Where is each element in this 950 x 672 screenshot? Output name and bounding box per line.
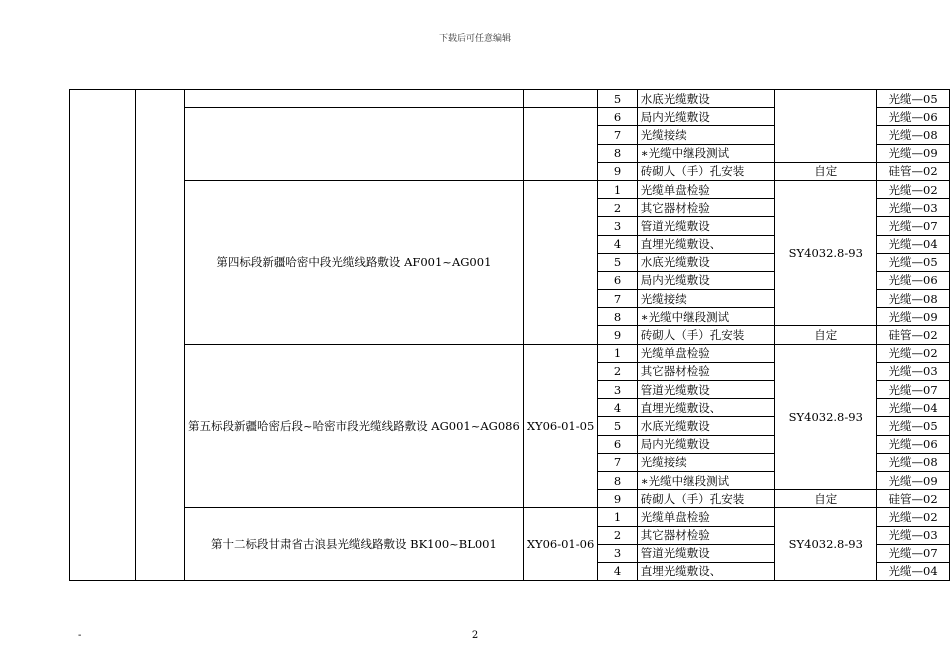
standard-main: SY4032.8-93	[775, 180, 877, 326]
row-ref: 光缆—09	[877, 471, 950, 489]
standard-main: SY4032.8-93	[775, 344, 877, 490]
blank-col-1	[70, 90, 136, 581]
standard-cell	[775, 90, 877, 163]
row-no: 2	[598, 199, 638, 217]
table-row	[70, 508, 950, 526]
row-no: 2	[598, 362, 638, 380]
code-cell-4	[523, 180, 597, 344]
section-name-5: 第五标段新疆哈密后段~哈密市段光缆线路敷设 AG001~AG086	[185, 344, 524, 508]
row-ref: 光缆—04	[877, 235, 950, 253]
row-ref: 光缆—05	[877, 90, 950, 108]
row-item: 局内光缆敷设	[637, 435, 775, 453]
row-no: 3	[598, 217, 638, 235]
row-no: 8	[598, 308, 638, 326]
row-item: 光缆接续	[637, 290, 775, 308]
row-no: 7	[598, 290, 638, 308]
row-ref: 光缆—06	[877, 271, 950, 289]
row-no: 5	[598, 417, 638, 435]
row-ref: 光缆—05	[877, 253, 950, 271]
section-name-12: 第十二标段甘肃省古浪县光缆线路敷设 BK100~BL001	[185, 508, 524, 581]
row-item: 光缆单盘检验	[637, 180, 775, 198]
row-ref: 光缆—08	[877, 126, 950, 144]
row-ref: 光缆—09	[877, 144, 950, 162]
row-item: 直埋光缆敷设、	[637, 399, 775, 417]
row-no: 8	[598, 144, 638, 162]
row-no: 7	[598, 453, 638, 471]
row-no: 4	[598, 235, 638, 253]
row-item: 局内光缆敷设	[637, 271, 775, 289]
row-no: 4	[598, 399, 638, 417]
row-no: 7	[598, 126, 638, 144]
row-item: 其它器材检验	[637, 362, 775, 380]
row-ref: 光缆—02	[877, 344, 950, 362]
row-ref: 硅管—02	[877, 326, 950, 344]
row-no: 9	[598, 162, 638, 180]
row-no: 5	[598, 253, 638, 271]
row-ref: 光缆—03	[877, 362, 950, 380]
standard-main: SY4032.8-93	[775, 508, 877, 581]
page-header: 下载后可任意编辑	[438, 34, 511, 44]
row-ref: 光缆—03	[877, 199, 950, 217]
footer-dash: -	[78, 630, 82, 641]
row-item: 光缆单盘检验	[637, 508, 775, 526]
row-no: 3	[598, 381, 638, 399]
row-item: 水底光缆敷设	[637, 417, 775, 435]
blank-col-2	[135, 90, 184, 581]
row-no: 2	[598, 526, 638, 544]
row-item: 其它器材检验	[637, 199, 775, 217]
row-ref: 硅管—02	[877, 162, 950, 180]
row-ref: 光缆—02	[877, 508, 950, 526]
row-item: ∗光缆中继段测试	[637, 144, 775, 162]
row-item: 其它器材检验	[637, 526, 775, 544]
row-ref: 光缆—06	[877, 435, 950, 453]
section-cell-prev	[185, 90, 524, 108]
row-item: 直埋光缆敷设、	[637, 235, 775, 253]
row-no: 9	[598, 490, 638, 508]
row-no: 6	[598, 108, 638, 126]
standard-custom: 自定	[775, 162, 877, 180]
section-code-12: XY06-01-06	[523, 508, 597, 581]
row-item: ∗光缆中继段测试	[637, 308, 775, 326]
row-item: ∗光缆中继段测试	[637, 471, 775, 489]
row-item: 光缆单盘检验	[637, 344, 775, 362]
row-item: 水底光缆敷设	[637, 253, 775, 271]
standard-custom: 自定	[775, 326, 877, 344]
row-item: 管道光缆敷设	[637, 381, 775, 399]
row-ref: 光缆—07	[877, 217, 950, 235]
row-item: 直埋光缆敷设、	[637, 562, 775, 580]
table-row	[70, 90, 950, 108]
row-item: 砖砌人（手）孔安装	[637, 162, 775, 180]
row-no: 6	[598, 435, 638, 453]
row-ref: 光缆—04	[877, 399, 950, 417]
row-ref: 光缆—05	[877, 417, 950, 435]
row-item: 管道光缆敷设	[637, 544, 775, 562]
row-ref: 光缆—06	[877, 108, 950, 126]
code-cell-blank	[523, 108, 597, 181]
row-ref: 光缆—02	[877, 180, 950, 198]
table-row	[70, 344, 950, 362]
row-no: 8	[598, 471, 638, 489]
row-no: 3	[598, 544, 638, 562]
row-ref: 光缆—08	[877, 453, 950, 471]
row-item: 管道光缆敷设	[637, 217, 775, 235]
row-no: 9	[598, 326, 638, 344]
section-name-4: 第四标段新疆哈密中段光缆线路敷设 AF001~AG001	[185, 180, 524, 344]
row-no: 1	[598, 180, 638, 198]
table-row	[70, 180, 950, 198]
quality-inspection-table	[69, 89, 950, 581]
section-cell-blank	[185, 108, 524, 181]
row-item: 光缆接续	[637, 126, 775, 144]
row-ref: 光缆—04	[877, 562, 950, 580]
row-no: 4	[598, 562, 638, 580]
row-no: 1	[598, 508, 638, 526]
row-no: 5	[598, 90, 638, 108]
row-ref: 光缆—08	[877, 290, 950, 308]
standard-custom: 自定	[775, 490, 877, 508]
row-no: 6	[598, 271, 638, 289]
section-code-5: XY06-01-05	[523, 344, 597, 508]
row-ref: 光缆—03	[877, 526, 950, 544]
code-cell-prev	[523, 90, 597, 108]
row-no: 1	[598, 344, 638, 362]
row-ref: 光缆—07	[877, 381, 950, 399]
row-item: 局内光缆敷设	[637, 108, 775, 126]
row-item: 水底光缆敷设	[637, 90, 775, 108]
page-number: 2	[471, 630, 479, 641]
row-item: 光缆接续	[637, 453, 775, 471]
row-item: 砖砌人（手）孔安装	[637, 326, 775, 344]
row-ref: 光缆—09	[877, 308, 950, 326]
row-ref: 光缆—07	[877, 544, 950, 562]
row-ref: 硅管—02	[877, 490, 950, 508]
row-item: 砖砌人（手）孔安装	[637, 490, 775, 508]
